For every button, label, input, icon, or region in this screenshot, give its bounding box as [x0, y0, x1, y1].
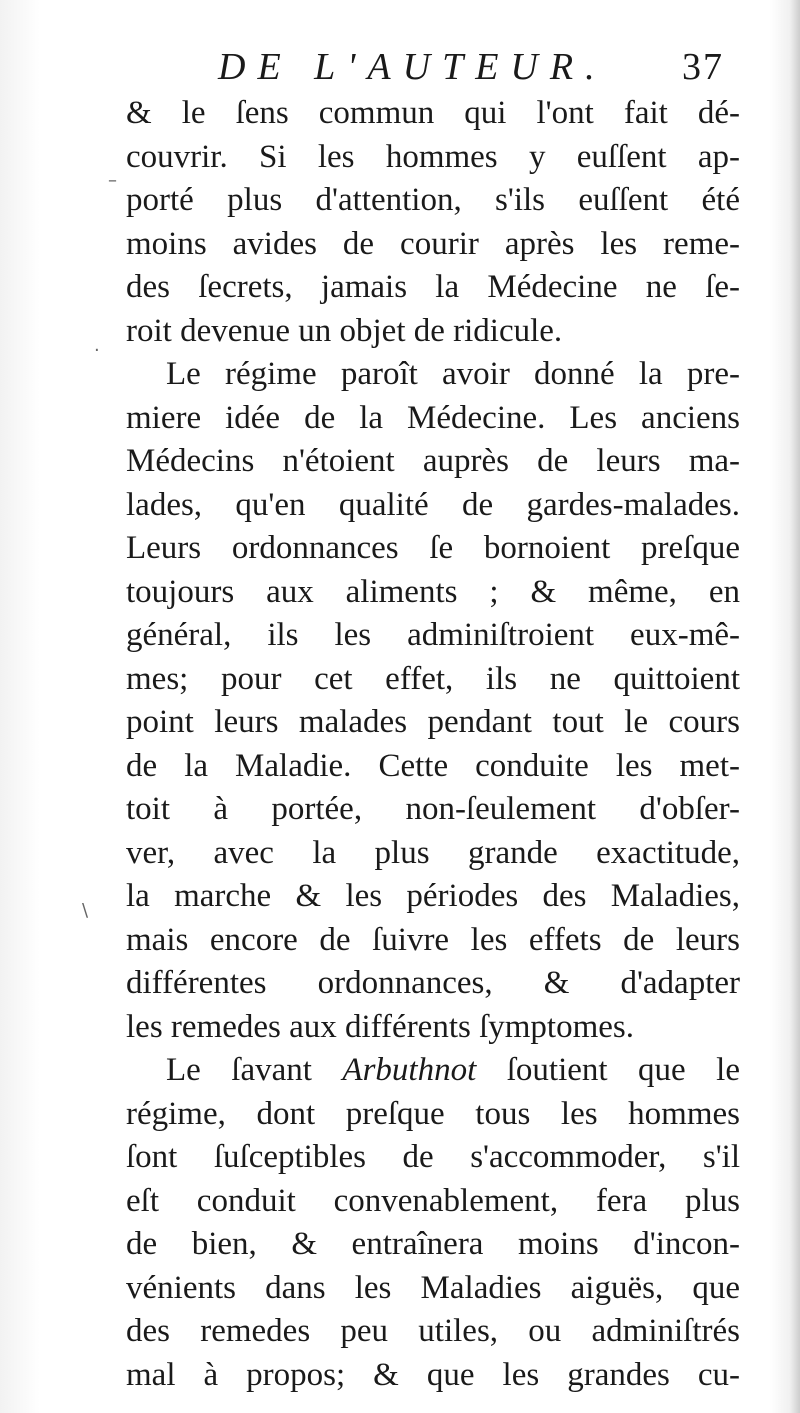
text-line: couvrir. Si les hommes y euſſent ap-: [126, 138, 740, 175]
margin-stroke-mark: \: [82, 900, 89, 921]
text-line: eſt conduit convenablement, fera plus: [126, 1182, 740, 1219]
text-line: mal à propos; & que les grandes cu-: [126, 1356, 740, 1393]
paragraph-start-line: Le régime paroît avoir donné la pre-: [166, 356, 740, 392]
paragraph-start-line: [126, 1049, 740, 1093]
text-line: toujours aux aliments ; & même, en: [126, 573, 740, 610]
text-line: point leurs malades pendant tout le cours: [126, 704, 740, 740]
text-line: mais encore de ſuivre les effets de leurs: [126, 921, 740, 958]
margin-dot-mark: ·: [94, 340, 100, 361]
text-line: Médecins n'étoient auprès de leurs ma-: [126, 443, 740, 479]
text-line: lades, qu'en qualité de gardes-malades.: [126, 486, 740, 523]
text-line: général, ils les adminiſtroient eux-mê-: [126, 617, 740, 653]
text-line: différentes ordonnances, & d'adapter: [126, 965, 740, 1001]
text-line: des remedes peu utiles, ou adminiſtrés: [126, 1313, 740, 1349]
text-line: vénients dans les Maladies aiguës, que: [126, 1269, 740, 1306]
text-segment: ſoutient que le: [506, 1052, 740, 1088]
author-name: Arbuthnot: [342, 1052, 477, 1088]
text-line: toit à portée, non-ſeulement d'obſer-: [126, 791, 740, 827]
text-line: porté plus d'attention, s'ils euſſent été: [126, 182, 740, 218]
text-line: Leurs ordonnances ſe bornoient preſque: [126, 530, 740, 566]
text-line: régime, dont preſque tous les hommes: [126, 1095, 740, 1132]
margin-dash-mark: –: [108, 170, 117, 191]
text-line: les remedes aux différents ſymptomes.: [126, 1008, 635, 1045]
text-line: ſont ſuſceptibles de s'accommoder, s'il: [126, 1139, 740, 1175]
text-line: la marche & les périodes des Maladies,: [126, 878, 740, 914]
text-line: ver, avec la plus grande exactitude,: [126, 834, 740, 871]
text-line: & le ſens commun qui l'ont fait dé-: [126, 95, 740, 131]
text-line: de bien, & entraînera moins d'incon-: [126, 1226, 740, 1262]
text-segment: Le ſavant: [166, 1052, 312, 1088]
text-line: des ſecrets, jamais la Médecine ne ſe-: [126, 269, 740, 305]
page-number: 37: [682, 46, 724, 88]
running-head: [0, 42, 800, 92]
text-line: miere idée de la Médecine. Les anciens: [126, 399, 740, 436]
text-line: roit devenue un objet de ridicule.: [126, 312, 563, 349]
running-head-title: DE L'AUTEUR.: [218, 46, 607, 88]
text-line: moins avides de courir après les reme-: [126, 225, 740, 262]
text-line: de la Maladie. Cette conduite les met-: [126, 747, 740, 784]
text-line: mes; pour cet effet, ils ne quittoient: [126, 660, 740, 697]
body-text: [126, 92, 740, 1397]
page-edge-shadow: [790, 0, 800, 1413]
